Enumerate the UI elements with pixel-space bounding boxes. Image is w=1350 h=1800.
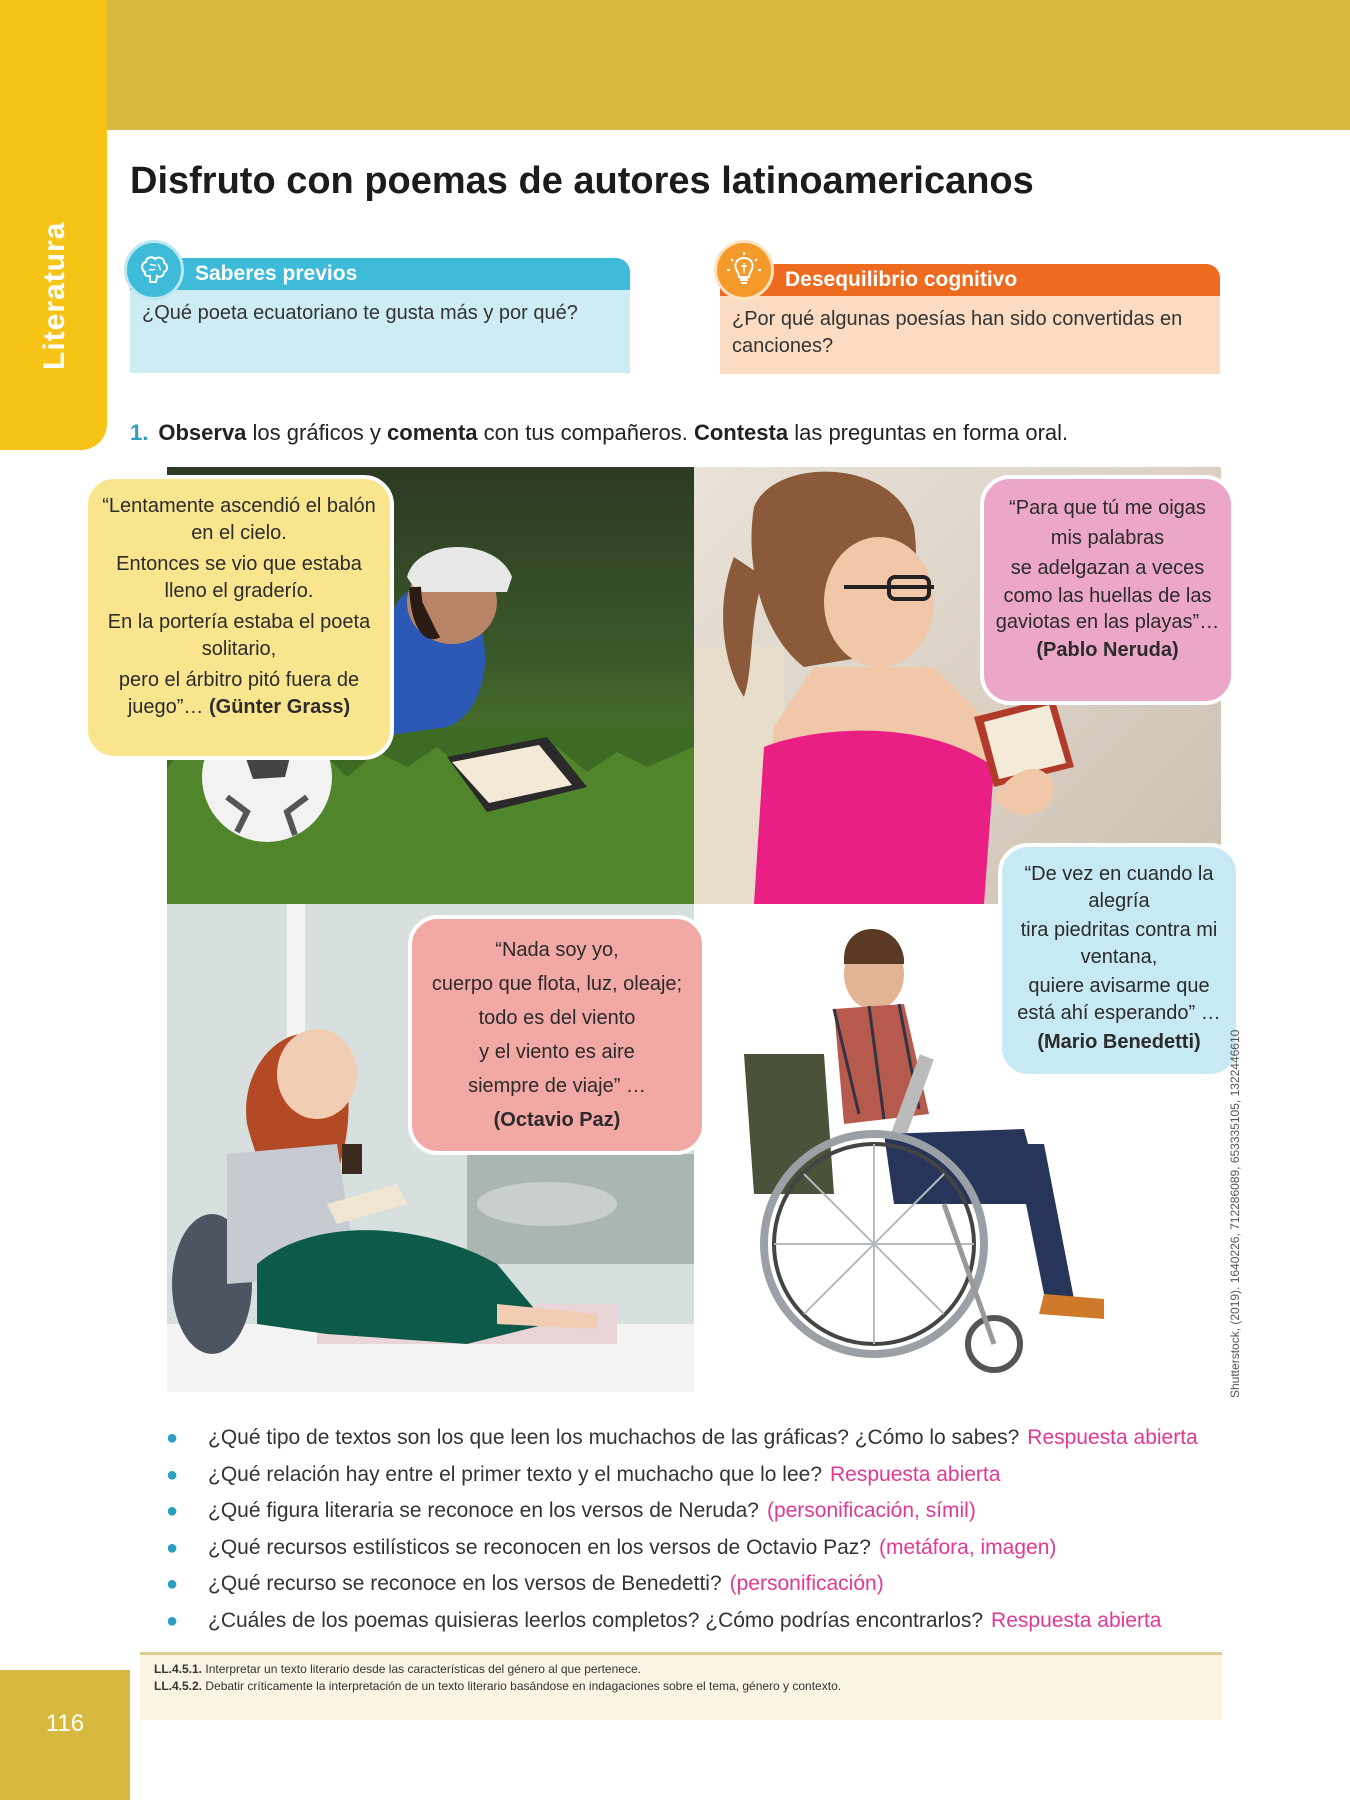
quote-line: “Para que tú me oigas [1009,497,1206,519]
answer-text: (personificación) [729,1572,884,1595]
instruction-verb-observa: Observa [158,420,247,445]
top-band [107,0,1350,130]
instruction-verb-contesta: Contesta [693,420,789,445]
quote-author: (Günter Grass) [209,696,351,718]
question-text: ¿Qué relación hay entre el primer texto y el muchacho que lo lee? [208,1462,822,1486]
answer-text: Respuesta abierta [991,1608,1162,1632]
standard-code: LL.4.5.2. [154,1679,203,1693]
section-tab-label: Literatura [38,221,71,370]
bullet-icon: ● [166,1463,179,1486]
instruction-verb-comenta: comenta [387,420,478,445]
desequilibrio-cognitivo-text: ¿Por qué algunas poesías han sido convertidas en canciones? [720,296,1220,374]
bullet-icon: ● [166,1427,179,1449]
quote-bubble-gunter-grass [84,475,394,760]
desequilibrio-cognitivo-box [720,264,1220,374]
question-text: ¿Cuáles de los poemas quisieras leerlos completos? ¿Cómo podrías encontrarlos? [208,1608,984,1632]
list-item [166,1530,1250,1567]
quote-line: todo es del viento [478,1007,636,1029]
list-item [166,1603,1250,1640]
curriculum-standards [140,1652,1222,1720]
question-text: ¿Qué recurso se reconoce en los versos de Benedetti? [208,1572,722,1595]
instruction-text: los gráficos y [246,420,388,445]
photo-credit: Shutterstock, (2019). 1640226, 712286089, 653335105, 1322446610 [1228,1029,1242,1398]
quote-line: mis palabras [1050,527,1165,549]
standard-text: Interpretar un texto literario desde las características del género al que pertenece. [202,1662,641,1676]
list-item [166,1420,1250,1457]
quote-bubble-octavio-paz [408,915,706,1155]
list-item [166,1566,1250,1603]
page-title: Disfruto con poemas de autores latinoamericanos [130,160,1034,202]
list-item [166,1493,1250,1530]
quote-line: Entonces se vio que estaba lleno el graderío. [116,553,362,602]
quote-line: y el viento es aire [479,1041,635,1063]
bullet-icon: ● [166,1609,179,1632]
quote-author: (Octavio Paz) [493,1109,621,1131]
standard-code: LL.4.5.1. [154,1662,203,1676]
quote-line: como las huellas de las gaviotas en las playas”… [995,585,1220,633]
quote-line: se adelgazan a veces [1010,557,1205,579]
activity-instruction [130,420,1068,446]
lightbulb-icon [714,240,774,300]
saberes-previos-header: Saberes previos [130,258,630,290]
quote-line: En la portería estaba el poeta solitario, [107,611,371,660]
instruction-text: las preguntas en forma oral. [788,420,1069,445]
quote-line: “Nada soy yo, [495,939,619,961]
quote-line: quiere avisarme que está ahí esperando” … [1017,975,1221,1024]
quote-bubble-pablo-neruda [980,475,1235,705]
quote-line: tira piedritas contra mi ventana, [1020,919,1218,968]
question-list [166,1420,1250,1639]
answer-text: Respuesta abierta [830,1462,1001,1486]
desequilibrio-cognitivo-header: Desequilibrio cognitivo [720,264,1220,296]
quote-bubble-mario-benedetti [998,843,1240,1078]
activity-number: 1. [130,420,149,445]
quote-line: pero el árbitro pitó fuera de juego”… [118,669,360,718]
quote-line: “Lentamente ascendió el balón en el cielo. [102,495,376,544]
standard-item [154,1678,1208,1695]
quote-author: (Mario Benedetti) [1037,1031,1201,1053]
quote-line: cuerpo que flota, luz, oleaje; [431,973,683,995]
bullet-icon: ● [166,1536,179,1559]
bullet-icon: ● [166,1500,179,1522]
page-number: 116 [45,1710,85,1737]
quote-line: siempre de viaje” … [468,1075,646,1097]
brain-icon [124,240,184,300]
quote-author: (Pablo Neruda) [1036,639,1179,661]
answer-text: (metáfora, imagen) [878,1535,1057,1559]
question-text: ¿Qué figura literaria se reconoce en los versos de Neruda? [208,1499,759,1522]
quote-line: “De vez en cuando la alegría [1024,863,1214,912]
standard-item [154,1661,1208,1678]
saberes-previos-text: ¿Qué poeta ecuatoriano te gusta más y por qué? [130,290,630,373]
standard-text: Debatir críticamente la interpretación de un texto literario basándose en indagaciones sobre el tema, género y contexto. [202,1679,842,1693]
bullet-icon: ● [166,1573,179,1595]
answer-text: (personificación, símil) [766,1499,976,1522]
question-text: ¿Qué tipo de textos son los que leen los muchachos de las gráficas? ¿Cómo lo sabes? [208,1426,1020,1449]
instruction-text: con tus compañeros. [477,420,694,445]
saberes-previos-box [130,258,630,373]
list-item [166,1457,1250,1494]
question-text: ¿Qué recursos estilísticos se reconocen en los versos de Octavio Paz? [208,1535,871,1559]
answer-text: Respuesta abierta [1027,1426,1198,1449]
